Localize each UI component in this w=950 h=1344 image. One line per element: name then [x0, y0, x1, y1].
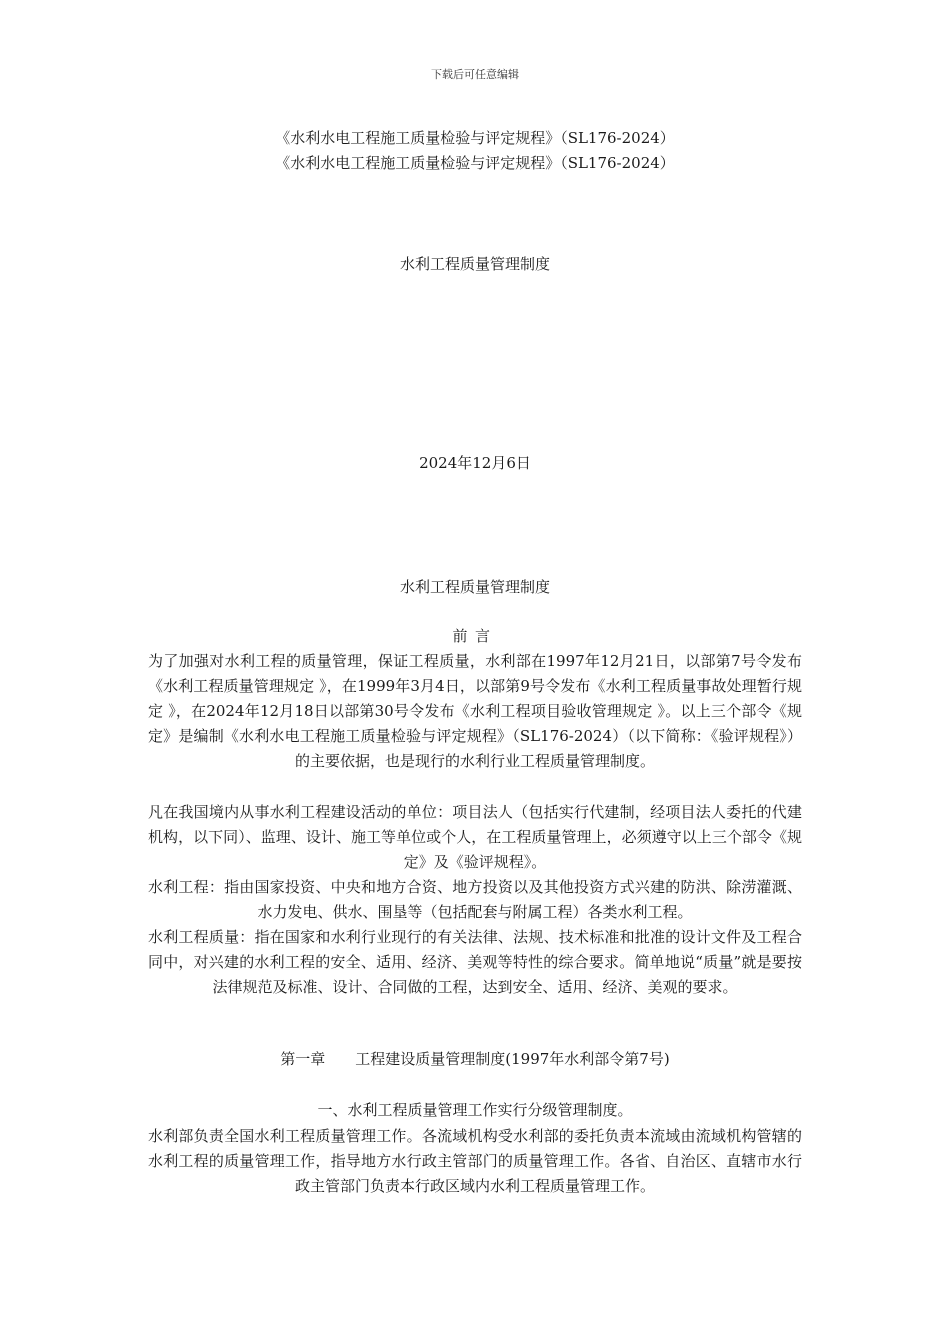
- document-title: 水利工程质量管理制度: [399, 255, 550, 273]
- standard-title-line-2: 《水利水电工程施工质量检验与评定规程》（SL176-2024）: [275, 154, 675, 172]
- quality-definition-paragraph: 水利工程质量：指在国家和水利行业现行的有关法律、法规、技术标准和批准的设计文件及工程合同中，对兴建的水利工程的安全、适用、经济、美观等特性的综合要求。简单地说“质量”就是要按法律规范及标准、设计、合同做的工程，达到安全、适用、经济、美观的要求。: [148, 928, 802, 996]
- section-heading: 一、水利工程质量管理工作实行分级管理制度。: [317, 1101, 633, 1119]
- document-date: 2024年12月6日: [419, 454, 531, 472]
- preface-heading: 前言: [452, 627, 498, 645]
- definition-paragraph: 水利工程：指由国家投资、中央和地方合资、地方投资以及其他投资方式兴建的防洪、除涝灌溉、水力发电、供水、围垦等（包括配套与附属工程）各类水利工程。: [148, 878, 802, 921]
- section-paragraph: 水利部负责全国水利工程质量管理工作。各流域机构受水利部的委托负责本流域由流域机构管辖的水利工程的质量管理工作，指导地方水行政主管部门的质量管理工作。各省、自治区、直辖市水行政主管部门负责本行政区域内水利工程质量管理工作。: [148, 1127, 802, 1195]
- document-title-repeat: 水利工程质量管理制度: [399, 578, 550, 596]
- standard-title-line-1: 《水利水电工程施工质量检验与评定规程》（SL176-2024）: [275, 129, 675, 147]
- scope-paragraph: 凡在我国境内从事水利工程建设活动的单位：项目法人（包括实行代建制，经项目法人委托的代建机构，以下同）、监理、设计、施工等单位或个人，在工程质量管理上，必须遵守以上三个部令《规定》及《验评规程》。: [148, 803, 802, 871]
- preface-paragraph: 为了加强对水利工程的质量管理，保证工程质量，水利部在1997年12月21日，以部第7号令发布《水利工程质量管理规定 》，在1999年3月4日，以部第9号令发布《水利工程质量事故处理暂行规定 》，在2024年12月18日以部第30号令发布《水利工程项目验收管理规定 》。以上三个部令《规定》是编制《水利水电工程施工质量检验与评定规程》（SL176-2024）（以下简称：《验评规程》）的主要依据，也是现行的水利行业工程质量管理制度。: [148, 652, 802, 770]
- chapter-heading: 第一章 工程建设质量管理制度(1997年水利部令第7号): [280, 1050, 670, 1068]
- header-note: 下载后可任意编辑: [431, 68, 519, 81]
